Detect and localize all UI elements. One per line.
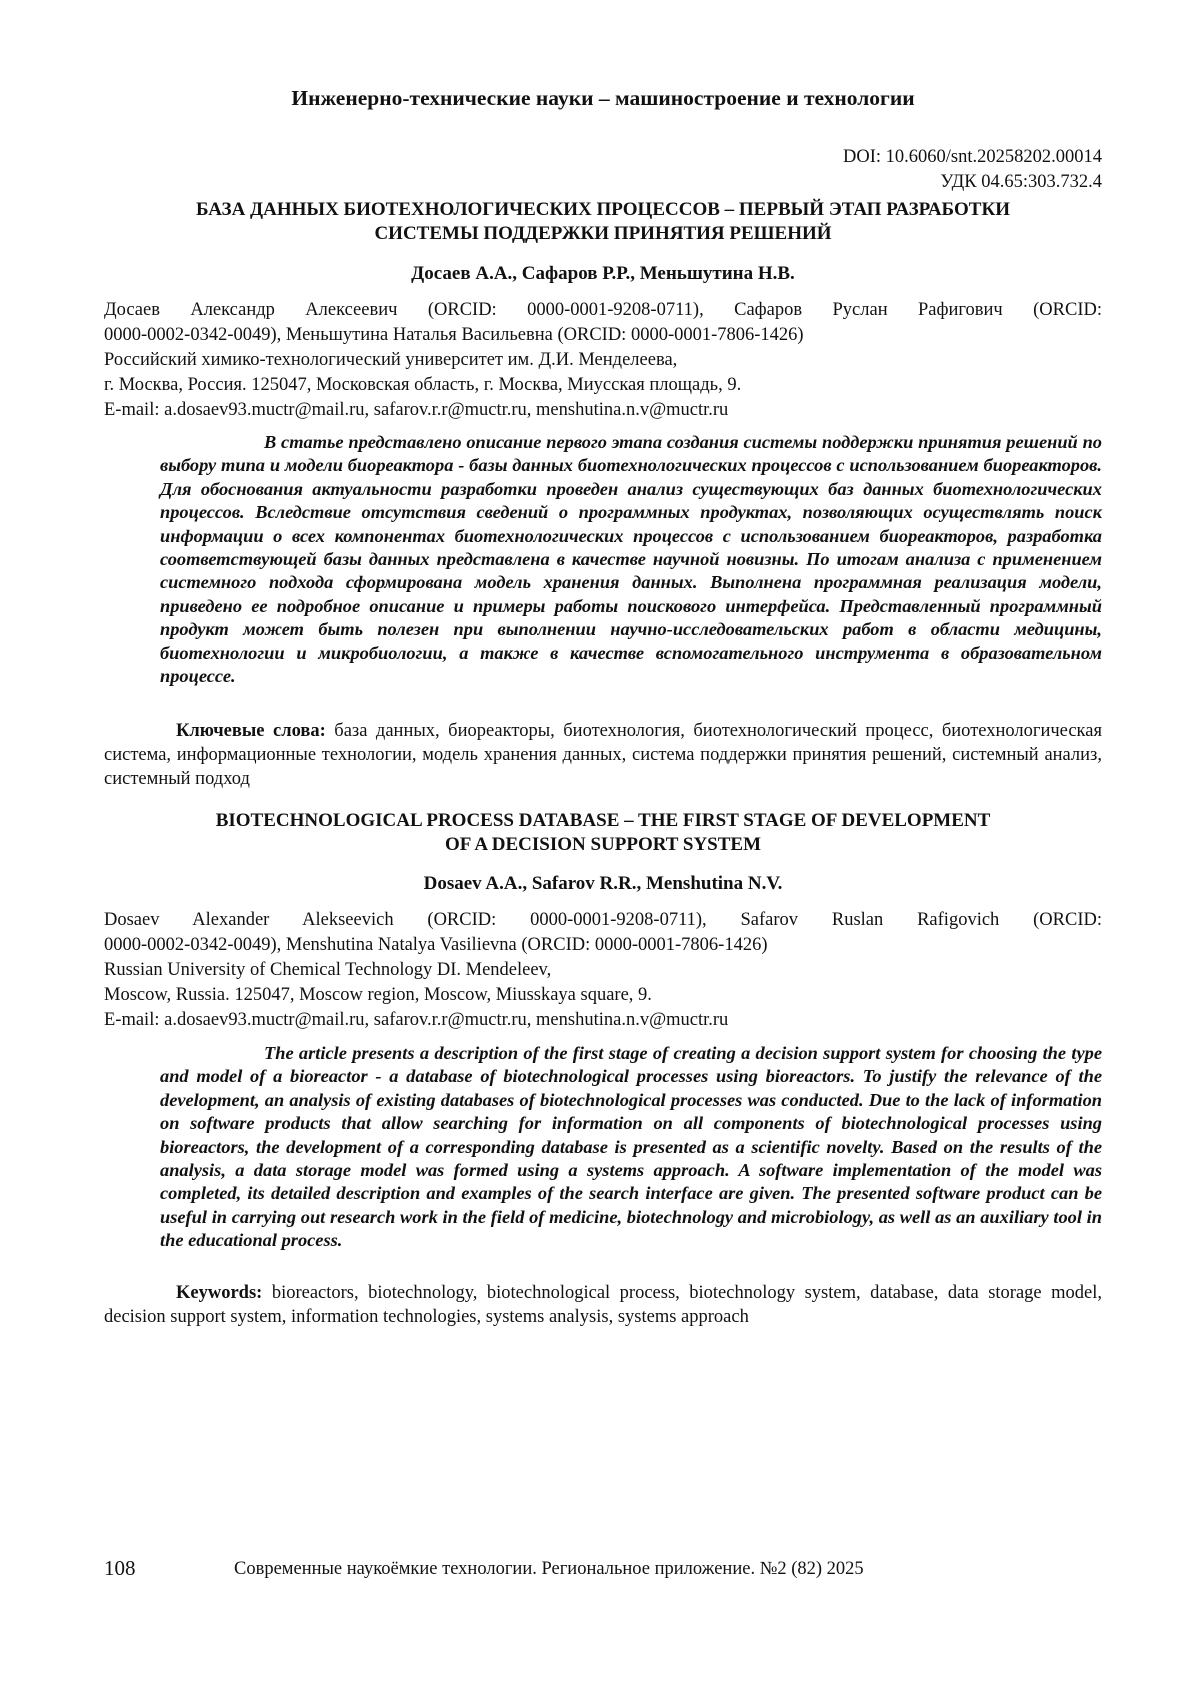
section-header: Инженерно-технические науки – машиностроение и технологии — [291, 86, 915, 110]
ru-aff-line4: г. Москва, Россия. 125047, Московская область, г. Москва, Миусская площадь, 9. — [104, 375, 742, 395]
en-title-line2: OF A DECISION SUPPORT SYSTEM — [444, 834, 762, 855]
ru-affiliation — [104, 298, 1102, 423]
ru-aff-line2: 0000-0002-0342-0049), Меньшутина Наталья Васильевна (ORCID: 0000-0001-7806-1426) — [104, 325, 804, 345]
en-affiliation — [104, 908, 1102, 1033]
en-aff-line3: Russian University of Chemical Technology DI. Mendeleev, — [104, 960, 552, 980]
en-title-line1: BIOTECHNOLOGICAL PROCESS DATABASE – THE FIRST STAGE OF DEVELOPMENT — [215, 810, 991, 831]
doi: DOI: 10.6060/snt.20258202.00014 — [843, 147, 1102, 167]
page-number: 108 — [104, 1556, 136, 1580]
en-email: E-mail: a.dosaev93.muctr@mail.ru, safarov.r.r@muctr.ru, menshutina.n.v@muctr.ru — [104, 1010, 729, 1030]
ru-aff-line3: Российский химико-технологический университет им. Д.И. Менделеева, — [104, 350, 678, 370]
en-aff-line4: Moscow, Russia. 125047, Moscow region, Moscow, Miusskaya square, 9. — [104, 985, 652, 1005]
article-identifiers — [843, 145, 1102, 195]
en-aff-line1: Dosaev Alexander Alekseevich (ORCID: 0000-0001-9208-0711), Safarov Ruslan Rafigovich (ORCID: — [104, 910, 1102, 930]
en-keywords-text: bioreactors, biotechnology, biotechnological process, biotechnology system, database, data storage model, decision support system, information technologies, systems analysis, systems approach — [104, 1283, 1102, 1327]
en-abstract: The article presents a description of the first stage of creating a decision support system for choosing the type and model of a bioreactor - a database of biotechnological processes using bioreactors. To justify the relevance of the development, an analysis of existing databases of biotechnological processes was conducted. Due to the lack of information on software products that allow searching for information on all components of biotechnological processes using bioreactors, the development of a corresponding database is presented as a scientific novelty. Based on the results of the analysis, a data storage model was formed using a systems approach. A software implementation of the model was completed, its detailed description and examples of the search interface are given. The presented software product can be useful in carrying out research work in the field of medicine, biotechnology and microbiology, as well as an auxiliary tool in the educational process. — [160, 1043, 1102, 1251]
en-title — [104, 809, 1102, 857]
ru-title-line2: СИСТЕМЫ ПОДДЕРЖКИ ПРИНЯТИЯ РЕШЕНИЙ — [374, 223, 832, 244]
ru-title-line1: БАЗА ДАННЫХ БИОТЕХНОЛОГИЧЕСКИХ ПРОЦЕССОВ – ПЕРВЫЙ ЭТАП РАЗРАБОТКИ — [196, 199, 1010, 220]
ru-title — [104, 198, 1102, 246]
ru-email: E-mail: a.dosaev93.muctr@mail.ru, safarov.r.r@muctr.ru, menshutina.n.v@muctr.ru — [104, 400, 729, 420]
en-authors: Dosaev A.A., Safarov R.R., Menshutina N.V. — [423, 873, 783, 894]
ru-aff-line1: Досаев Александр Алексеевич (ORCID: 0000-0001-9208-0711), Сафаров Руслан Рафигович (ORCID: — [104, 300, 1102, 320]
ru-keywords-label: Ключевые слова: — [176, 721, 326, 741]
paper-page — [104, 0, 1102, 1697]
en-keywords-label: Keywords: — [176, 1283, 263, 1303]
journal-name: Современные наукоёмкие технологии. Региональное приложение. №2 (82) 2025 — [234, 1559, 864, 1579]
udk: УДК 04.65:303.732.4 — [940, 172, 1102, 192]
ru-abstract: В статье представлено описание первого этапа создания системы поддержки принятия решений по выбору типа и модели биореактора - базы данных биотехнологических процессов с использованием биореакторов. Для обоснования актуальности разработки проведен анализ существующих баз данных биотехнологических процессов. Вследствие отсутствия сведений о программных продуктах, позволяющих осуществлять поиск информации о всех компонентах биотехнологических процессов с использованием биореакторов, разработка соответствующей базы данных представлена в качестве научной новизны. По итогам анализа с применением системного подхода сформирована модель хранения данных. Выполнена программная реализация модели, приведено ее подробное описание и примеры работы поискового интерфейса. Представленный программный продукт может быть полезен при выполнении научно-исследовательских работ в области медицины, биотехнологии и микробиологии, а также в качестве вспомогательного инструмента в образовательном процессе. — [160, 432, 1102, 687]
en-aff-line2: 0000-0002-0342-0049), Menshutina Natalya Vasilievna (ORCID: 0000-0001-7806-1426) — [104, 935, 768, 955]
ru-authors: Досаев А.А., Сафаров Р.Р., Меньшутина Н.В. — [411, 263, 795, 284]
ru-keywords-text: база данных, биореакторы, биотехнология, биотехнологический процесс, биотехнологическая система, информационные технологии, модель хранения данных, система поддержки принятия решений, системный анализ, системный подход — [104, 721, 1102, 789]
en-keywords — [104, 1281, 1102, 1329]
ru-keywords — [104, 719, 1102, 791]
